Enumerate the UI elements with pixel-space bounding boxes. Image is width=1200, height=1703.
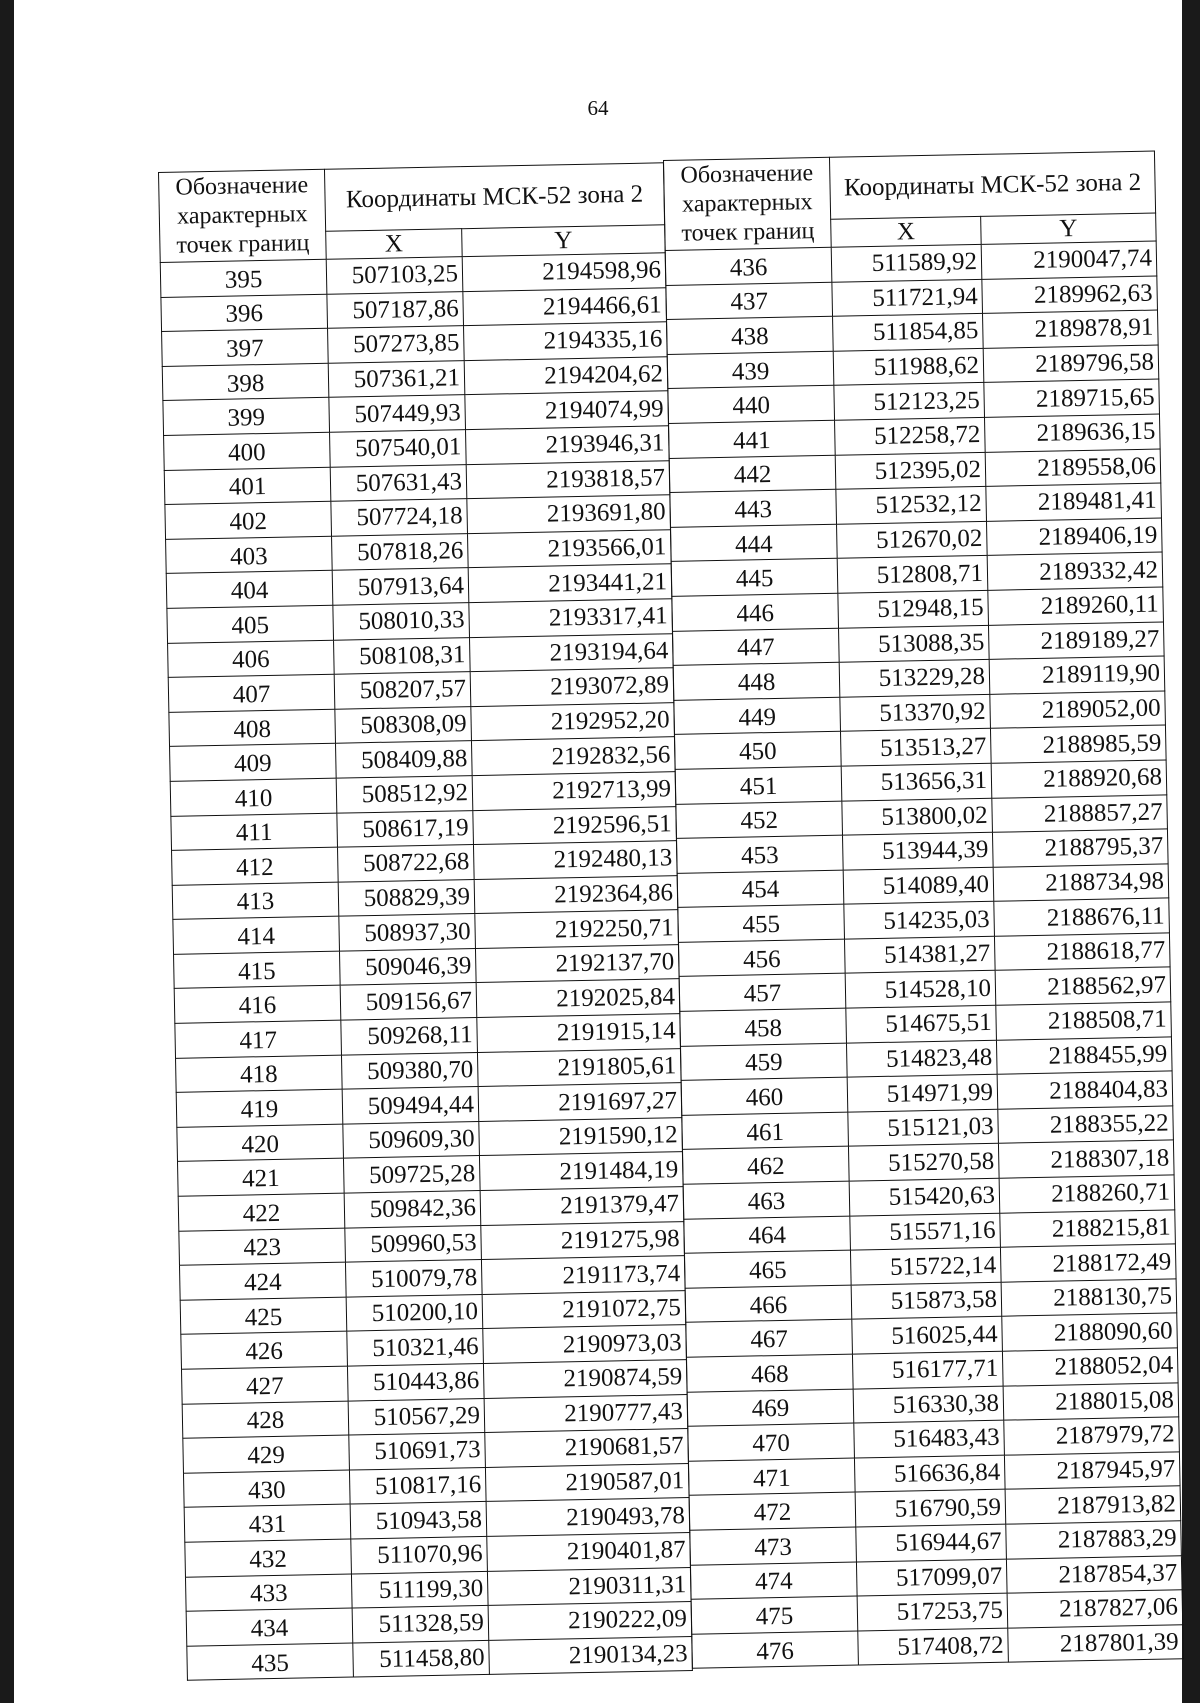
y-coordinate-cell: 2190401,87: [487, 1533, 691, 1571]
point-number-cell: 434: [186, 1608, 353, 1646]
point-number-cell: 420: [177, 1124, 344, 1162]
point-number-cell: 447: [673, 628, 840, 666]
point-number-cell: 419: [176, 1089, 343, 1127]
x-coordinate-cell: 510567,29: [348, 1398, 485, 1435]
point-number-cell: 455: [678, 904, 845, 942]
x-coordinate-cell: 509960,53: [345, 1225, 482, 1262]
y-coordinate-cell: 2189189,27: [988, 622, 1164, 660]
y-coordinate-cell: 2191072,75: [482, 1290, 686, 1328]
x-coordinate-cell: 507361,21: [328, 360, 465, 397]
column-header-point-label: Обозначение характерных точек границ: [159, 169, 327, 262]
point-number-cell: 414: [173, 916, 340, 954]
point-number-cell: 413: [172, 882, 339, 920]
point-number-cell: 421: [178, 1159, 345, 1197]
y-coordinate-cell: 2192480,13: [473, 841, 677, 879]
point-number-cell: 452: [676, 801, 843, 839]
x-coordinate-cell: 507540,01: [330, 430, 467, 467]
point-number-cell: 456: [679, 939, 846, 977]
x-coordinate-cell: 509725,28: [343, 1156, 480, 1193]
x-coordinate-cell: 512808,71: [837, 556, 988, 593]
y-coordinate-cell: 2193441,21: [468, 564, 672, 602]
x-coordinate-cell: 514675,51: [846, 1005, 997, 1042]
y-coordinate-cell: 2188920,68: [991, 760, 1167, 798]
x-coordinate-cell: 509380,70: [341, 1052, 478, 1089]
y-coordinate-cell: 2194466,61: [463, 287, 667, 325]
point-number-cell: 443: [670, 489, 837, 527]
y-coordinate-cell: 2189406,19: [986, 518, 1162, 556]
point-number-cell: 429: [183, 1435, 350, 1473]
table-body: [160, 253, 692, 1681]
x-coordinate-cell: 507631,43: [330, 464, 467, 501]
y-coordinate-cell: 2188676,11: [994, 898, 1170, 936]
x-coordinate-cell: 508512,92: [336, 775, 473, 812]
y-coordinate-cell: 2188260,71: [999, 1175, 1175, 1213]
y-coordinate-cell: 2188404,83: [997, 1071, 1173, 1109]
y-coordinate-cell: 2188355,22: [998, 1106, 1174, 1144]
x-coordinate-cell: 514971,99: [847, 1075, 998, 1112]
y-coordinate-cell: 2187827,06: [1007, 1590, 1183, 1628]
x-coordinate-cell: 513513,27: [841, 729, 992, 766]
y-coordinate-cell: 2189260,11: [988, 587, 1164, 625]
x-coordinate-cell: 514381,27: [844, 936, 995, 973]
x-coordinate-cell: 514235,03: [844, 902, 995, 939]
point-number-cell: 407: [168, 674, 335, 712]
point-number-cell: 451: [675, 766, 842, 804]
point-number-cell: 415: [174, 951, 341, 989]
y-coordinate-cell: 2192596,51: [473, 806, 677, 844]
y-coordinate-cell: 2193566,01: [467, 529, 671, 567]
x-coordinate-cell: 512948,15: [838, 590, 989, 627]
y-coordinate-cell: 2193946,31: [466, 426, 670, 464]
y-coordinate-cell: 2190777,43: [484, 1394, 688, 1432]
x-coordinate-cell: 508108,31: [334, 637, 471, 674]
point-number-cell: 408: [169, 709, 336, 747]
point-number-cell: 401: [164, 467, 331, 505]
y-coordinate-cell: 2188795,37: [992, 829, 1168, 867]
x-coordinate-cell: 516483,43: [854, 1420, 1005, 1457]
x-coordinate-cell: 516177,71: [852, 1351, 1003, 1388]
column-header-x: X: [326, 229, 463, 260]
point-number-cell: 412: [172, 847, 339, 885]
point-number-cell: 466: [685, 1285, 852, 1323]
x-coordinate-cell: 508409,88: [336, 741, 473, 778]
point-number-cell: 402: [165, 501, 332, 539]
x-coordinate-cell: 513088,35: [839, 625, 990, 662]
y-coordinate-cell: 2190134,23: [489, 1636, 693, 1674]
x-coordinate-cell: 508207,57: [334, 672, 471, 709]
point-number-cell: 450: [675, 732, 842, 770]
point-number-cell: 474: [690, 1562, 857, 1600]
y-coordinate-cell: 2188015,08: [1003, 1382, 1179, 1420]
point-number-cell: 472: [689, 1492, 856, 1530]
x-coordinate-cell: 515722,14: [850, 1247, 1001, 1284]
x-coordinate-cell: 514823,48: [846, 1040, 997, 1077]
y-coordinate-cell: 2188618,77: [994, 933, 1170, 971]
point-number-cell: 446: [672, 593, 839, 631]
point-number-cell: 459: [681, 1043, 848, 1081]
x-coordinate-cell: 507449,93: [329, 395, 466, 432]
point-number-cell: 462: [683, 1147, 850, 1185]
point-number-cell: 469: [687, 1389, 854, 1427]
y-coordinate-cell: 2188215,81: [1000, 1209, 1176, 1247]
x-coordinate-cell: 516944,67: [856, 1524, 1007, 1561]
x-coordinate-cell: 509046,39: [339, 948, 476, 985]
point-number-cell: 445: [671, 559, 838, 597]
x-coordinate-cell: 513370,92: [840, 694, 991, 731]
column-header-y: Y: [462, 225, 666, 257]
y-coordinate-cell: 2189715,65: [984, 379, 1160, 417]
point-number-cell: 463: [683, 1181, 850, 1219]
point-number-cell: 475: [691, 1596, 858, 1634]
x-coordinate-cell: 512123,25: [834, 383, 985, 420]
x-coordinate-cell: 512258,72: [835, 417, 986, 454]
y-coordinate-cell: 2190311,31: [487, 1567, 691, 1605]
x-coordinate-cell: 513229,28: [839, 659, 990, 696]
y-coordinate-cell: 2188307,18: [998, 1140, 1174, 1178]
y-coordinate-cell: 2191484,19: [479, 1152, 683, 1190]
point-number-cell: 465: [684, 1250, 851, 1288]
point-number-cell: 410: [170, 778, 337, 816]
point-number-cell: 409: [170, 744, 337, 782]
point-number-cell: 404: [166, 571, 333, 609]
y-coordinate-cell: 2191805,61: [477, 1048, 681, 1086]
x-coordinate-cell: 516025,44: [852, 1317, 1003, 1354]
point-number-cell: 468: [686, 1354, 853, 1392]
point-number-cell: 397: [162, 328, 329, 366]
x-coordinate-cell: 515420,63: [849, 1178, 1000, 1215]
y-coordinate-cell: 2192832,56: [471, 737, 675, 775]
y-coordinate-cell: 2191275,98: [481, 1221, 685, 1259]
x-coordinate-cell: 517099,07: [856, 1559, 1007, 1596]
y-coordinate-cell: 2193317,41: [469, 599, 673, 637]
point-number-cell: 411: [171, 813, 338, 851]
point-number-cell: 432: [185, 1539, 352, 1577]
point-number-cell: 428: [182, 1401, 349, 1439]
column-header-coordinates: Координаты МСК-52 зона 2: [324, 163, 664, 231]
x-coordinate-cell: 510443,86: [347, 1363, 484, 1400]
y-coordinate-cell: 2190874,59: [483, 1360, 687, 1398]
point-number-cell: 400: [164, 432, 331, 470]
y-coordinate-cell: 2189119,90: [989, 656, 1165, 694]
x-coordinate-cell: 511070,96: [351, 1536, 488, 1573]
y-coordinate-cell: 2187883,29: [1006, 1521, 1182, 1559]
point-number-cell: 460: [681, 1077, 848, 1115]
x-coordinate-cell: 517408,72: [858, 1628, 1009, 1665]
x-coordinate-cell: 510321,46: [347, 1329, 484, 1366]
point-number-cell: 457: [679, 974, 846, 1012]
y-coordinate-cell: 2189332,42: [987, 552, 1163, 590]
y-coordinate-cell: 2192250,71: [475, 910, 679, 948]
y-coordinate-cell: 2192713,99: [472, 772, 676, 810]
y-coordinate-cell: 2190493,78: [486, 1498, 690, 1536]
x-coordinate-cell: 511589,92: [831, 244, 982, 281]
y-coordinate-cell: 2188985,59: [990, 725, 1166, 763]
point-number-cell: 398: [162, 363, 329, 401]
point-number-cell: 435: [187, 1643, 354, 1681]
document-page: [14, 0, 1182, 1703]
x-coordinate-cell: 511721,94: [832, 279, 983, 316]
y-coordinate-cell: 2191915,14: [477, 1014, 681, 1052]
y-coordinate-cell: 2187854,37: [1006, 1555, 1182, 1593]
x-coordinate-cell: 515121,03: [848, 1109, 999, 1146]
x-coordinate-cell: 507103,25: [326, 257, 463, 294]
table-body: [665, 241, 1183, 1669]
y-coordinate-cell: 2189052,00: [990, 691, 1166, 729]
x-coordinate-cell: 507724,18: [331, 499, 468, 536]
y-coordinate-cell: 2188455,99: [996, 1037, 1172, 1075]
point-number-cell: 470: [688, 1423, 855, 1461]
x-coordinate-cell: 507187,86: [327, 291, 464, 328]
y-coordinate-cell: 2193072,89: [470, 668, 674, 706]
y-coordinate-cell: 2188857,27: [992, 794, 1168, 832]
point-number-cell: 433: [185, 1574, 352, 1612]
point-number-cell: 441: [669, 420, 836, 458]
column-header-point-label: Обозначение характерных точек границ: [664, 157, 832, 250]
point-number-cell: 422: [178, 1193, 345, 1231]
point-number-cell: 438: [667, 316, 834, 354]
y-coordinate-cell: 2189558,06: [985, 449, 1161, 487]
x-coordinate-cell: 509156,67: [340, 983, 477, 1020]
x-coordinate-cell: 508010,33: [333, 603, 470, 640]
page-number: 64: [587, 96, 609, 120]
y-coordinate-cell: 2188508,71: [996, 1002, 1172, 1040]
x-coordinate-cell: 509494,44: [342, 1087, 479, 1124]
y-coordinate-cell: 2191173,74: [481, 1256, 685, 1294]
x-coordinate-cell: 507913,64: [332, 568, 469, 605]
y-coordinate-cell: 2188734,98: [993, 864, 1169, 902]
x-coordinate-cell: 509609,30: [343, 1121, 480, 1158]
x-coordinate-cell: 516330,38: [853, 1386, 1004, 1423]
x-coordinate-cell: 508308,09: [335, 706, 472, 743]
x-coordinate-cell: 516790,59: [855, 1490, 1006, 1527]
point-number-cell: 476: [692, 1631, 859, 1669]
y-coordinate-cell: 2190047,74: [981, 241, 1157, 279]
coordinates-table-right: [663, 151, 1184, 1670]
x-coordinate-cell: 510079,78: [345, 1260, 482, 1297]
y-coordinate-cell: 2192137,70: [475, 945, 679, 983]
x-coordinate-cell: 508722,68: [337, 845, 474, 882]
y-coordinate-cell: 2189636,15: [984, 414, 1160, 452]
y-coordinate-cell: 2188130,75: [1001, 1279, 1177, 1317]
x-coordinate-cell: 509268,11: [341, 1018, 478, 1055]
point-number-cell: 439: [667, 351, 834, 389]
x-coordinate-cell: 508829,39: [338, 879, 475, 916]
point-number-cell: 405: [167, 605, 334, 643]
x-coordinate-cell: 515571,16: [850, 1213, 1001, 1250]
point-number-cell: 448: [673, 662, 840, 700]
point-number-cell: 424: [179, 1262, 346, 1300]
x-coordinate-cell: 512670,02: [837, 521, 988, 558]
point-number-cell: 464: [684, 1216, 851, 1254]
y-coordinate-cell: 2188562,97: [995, 967, 1171, 1005]
point-number-cell: 396: [161, 294, 328, 332]
x-coordinate-cell: 516636,84: [854, 1455, 1005, 1492]
x-coordinate-cell: 513944,39: [842, 832, 993, 869]
point-number-cell: 437: [666, 282, 833, 320]
y-coordinate-cell: 2193194,64: [469, 633, 673, 671]
point-number-cell: 436: [665, 247, 832, 285]
x-coordinate-cell: 515873,58: [851, 1282, 1002, 1319]
y-coordinate-cell: 2188172,49: [1000, 1244, 1176, 1282]
point-number-cell: 473: [690, 1527, 857, 1565]
x-coordinate-cell: 510817,16: [349, 1467, 486, 1504]
y-coordinate-cell: 2190222,09: [488, 1602, 692, 1640]
point-number-cell: 471: [688, 1458, 855, 1496]
y-coordinate-cell: 2187945,97: [1004, 1452, 1180, 1490]
point-number-cell: 461: [682, 1112, 849, 1150]
y-coordinate-cell: 2189796,58: [983, 345, 1159, 383]
point-number-cell: 458: [680, 1008, 847, 1046]
y-coordinate-cell: 2191590,12: [479, 1117, 683, 1155]
y-coordinate-cell: 2194204,62: [464, 357, 668, 395]
x-coordinate-cell: 517253,75: [857, 1593, 1008, 1630]
coordinates-table-left: [158, 162, 693, 1681]
point-number-cell: 430: [183, 1470, 350, 1508]
point-number-cell: 416: [174, 986, 341, 1024]
point-number-cell: 444: [671, 524, 838, 562]
x-coordinate-cell: 507818,26: [332, 533, 469, 570]
point-number-cell: 427: [181, 1366, 348, 1404]
x-coordinate-cell: 510691,73: [349, 1433, 486, 1470]
y-coordinate-cell: 2190973,03: [483, 1325, 687, 1363]
y-coordinate-cell: 2194335,16: [464, 322, 668, 360]
point-number-cell: 423: [179, 1228, 346, 1266]
y-coordinate-cell: 2187979,72: [1004, 1417, 1180, 1455]
x-coordinate-cell: 511854,85: [833, 314, 984, 351]
x-coordinate-cell: 514089,40: [843, 867, 994, 904]
y-coordinate-cell: 2194074,99: [465, 391, 669, 429]
point-number-cell: 399: [163, 398, 330, 436]
point-number-cell: 440: [668, 386, 835, 424]
x-coordinate-cell: 511988,62: [833, 348, 984, 385]
x-coordinate-cell: 513656,31: [841, 763, 992, 800]
y-coordinate-cell: 2192364,86: [474, 875, 678, 913]
y-coordinate-cell: 2189878,91: [983, 310, 1159, 348]
column-header-coordinates: Координаты МСК-52 зона 2: [829, 151, 1155, 219]
x-coordinate-cell: 514528,10: [845, 971, 996, 1008]
point-number-cell: 418: [176, 1055, 343, 1093]
x-coordinate-cell: 513800,02: [842, 798, 993, 835]
point-number-cell: 431: [184, 1504, 351, 1542]
point-number-cell: 406: [168, 640, 335, 678]
y-coordinate-cell: 2189481,41: [986, 483, 1162, 521]
point-number-cell: 449: [674, 697, 841, 735]
y-coordinate-cell: 2190681,57: [485, 1429, 689, 1467]
point-number-cell: 467: [686, 1319, 853, 1357]
point-number-cell: 403: [166, 536, 333, 574]
column-header-x: X: [831, 216, 982, 247]
x-coordinate-cell: 511328,59: [352, 1606, 489, 1643]
x-coordinate-cell: 508617,19: [337, 810, 474, 847]
x-coordinate-cell: 508937,30: [339, 914, 476, 951]
y-coordinate-cell: 2191697,27: [478, 1083, 682, 1121]
column-header-y: Y: [981, 213, 1157, 244]
point-number-cell: 454: [677, 870, 844, 908]
y-coordinate-cell: 2187801,39: [1008, 1625, 1184, 1663]
y-coordinate-cell: 2193818,57: [466, 460, 670, 498]
y-coordinate-cell: 2192952,20: [471, 702, 675, 740]
y-coordinate-cell: 2188052,04: [1002, 1348, 1178, 1386]
x-coordinate-cell: 507273,85: [328, 326, 465, 363]
x-coordinate-cell: 515270,58: [848, 1144, 999, 1181]
x-coordinate-cell: 510200,10: [346, 1294, 483, 1331]
y-coordinate-cell: 2187913,82: [1005, 1486, 1181, 1524]
x-coordinate-cell: 512532,12: [836, 487, 987, 524]
y-coordinate-cell: 2188090,60: [1002, 1313, 1178, 1351]
point-number-cell: 417: [175, 1020, 342, 1058]
point-number-cell: 426: [181, 1331, 348, 1369]
y-coordinate-cell: 2193691,80: [467, 495, 671, 533]
y-coordinate-cell: 2190587,01: [485, 1463, 689, 1501]
point-number-cell: 442: [669, 455, 836, 493]
y-coordinate-cell: 2194598,96: [462, 253, 666, 291]
y-coordinate-cell: 2192025,84: [476, 979, 680, 1017]
x-coordinate-cell: 511458,80: [353, 1640, 490, 1677]
point-number-cell: 395: [160, 259, 327, 297]
y-coordinate-cell: 2189962,63: [982, 276, 1158, 314]
point-number-cell: 453: [677, 835, 844, 873]
x-coordinate-cell: 511199,30: [351, 1571, 488, 1608]
x-coordinate-cell: 509842,36: [344, 1191, 481, 1228]
y-coordinate-cell: 2191379,47: [480, 1187, 684, 1225]
x-coordinate-cell: 510943,58: [350, 1502, 487, 1539]
x-coordinate-cell: 512395,02: [835, 452, 986, 489]
point-number-cell: 425: [180, 1297, 347, 1335]
